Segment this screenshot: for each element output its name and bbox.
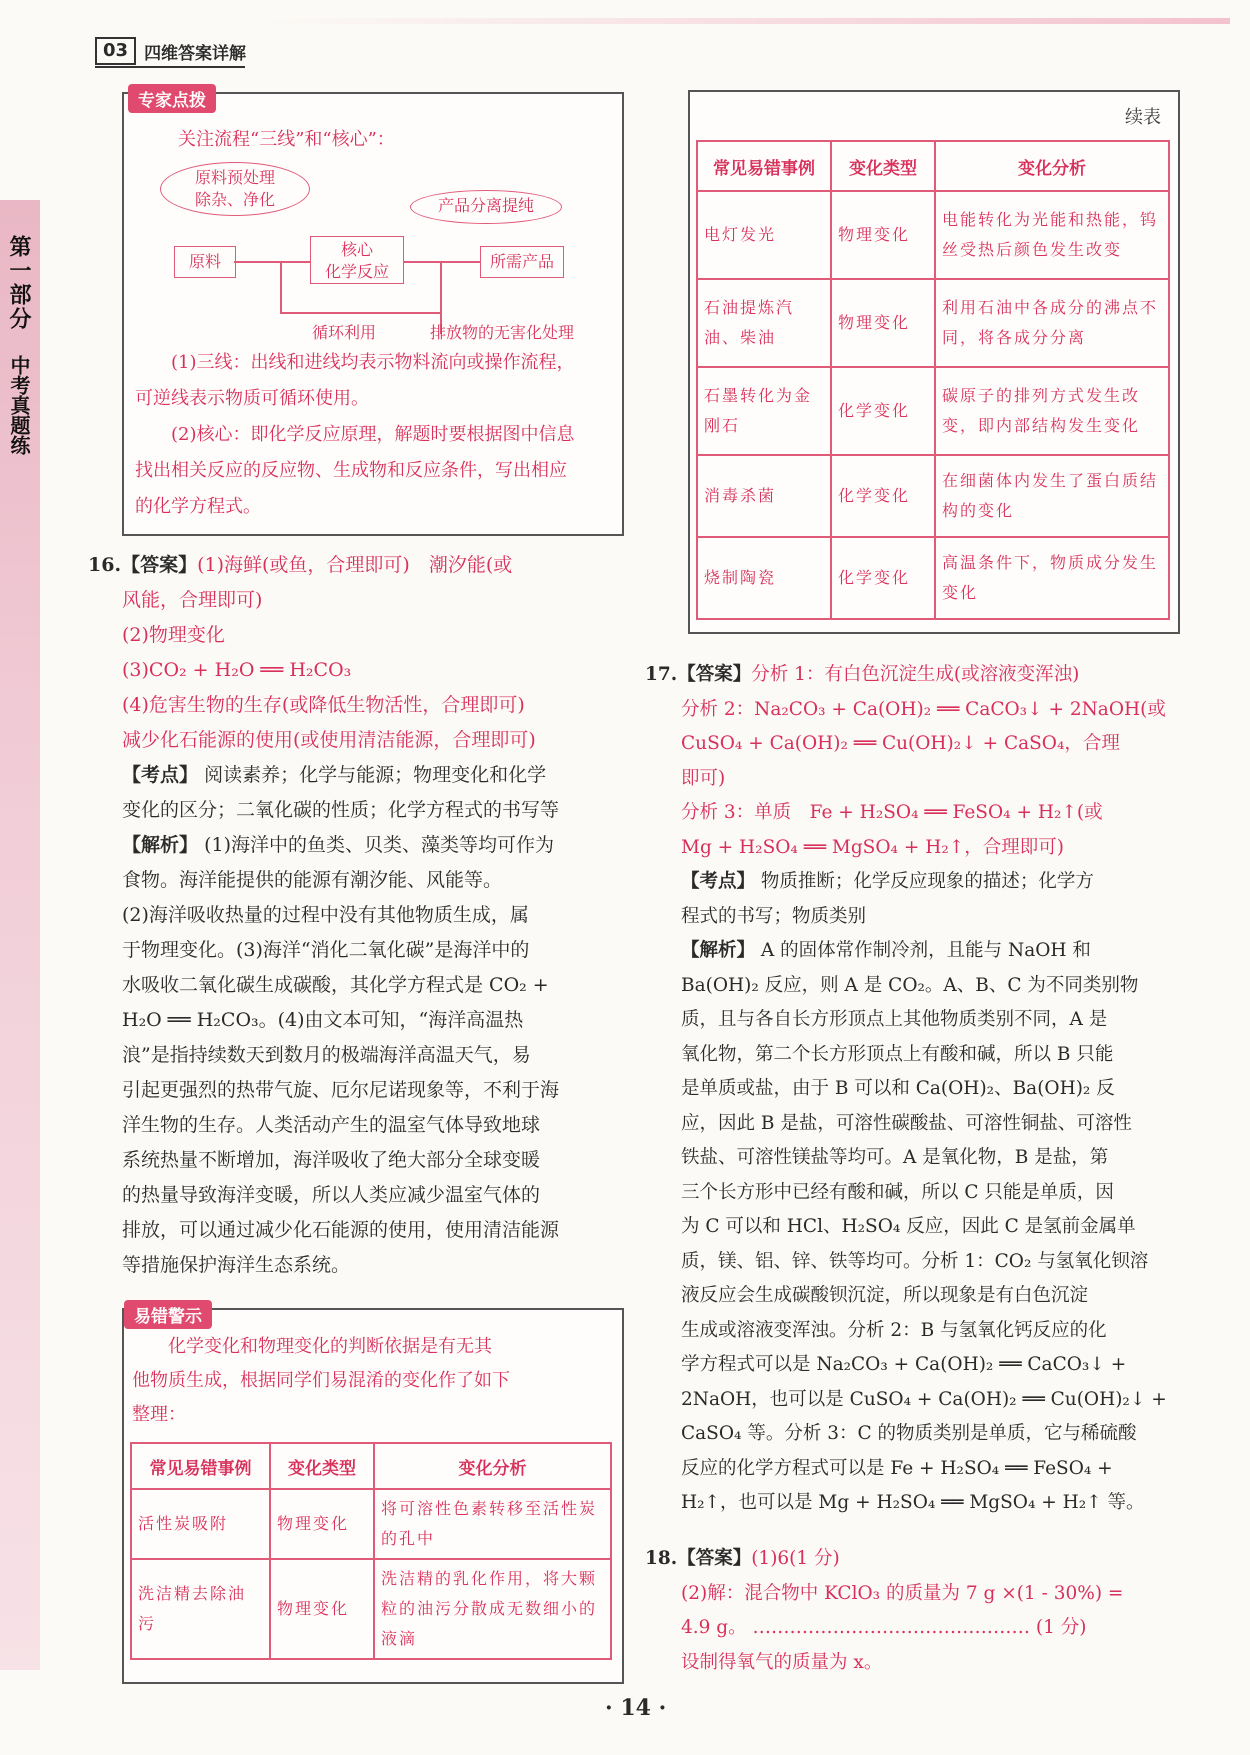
q17-num: 17. [645,664,678,685]
q17-jiexi-text: 生成或溶液变浑浊。分析 2：B 与氢氧化钙反应的化 [681,1319,1107,1341]
q18 [645,1542,1185,1680]
error-intro-line: 化学变化和物理变化的判断依据是有无其 [168,1336,492,1357]
q17-jiexi-text: 铁盐、可溶性镁盐等均可。A 是氧化物，B 是盐，第 [681,1147,1109,1168]
flow-raw: 原料 [174,246,236,278]
recycle-line-h [280,312,440,314]
expert-line: (1)三线：出线和进线均表示物料流向或操作流程， [171,352,575,373]
q17-jiexi-text: 是单质或盐，由于 B 可以和 Ca(OH)₂、Ba(OH)₂ 反 [681,1078,1115,1099]
col-header: 常见易错事例 [131,1443,270,1489]
header-underline [95,66,245,68]
q16-answer-text: 风能，合理即可) [122,589,263,611]
col-header: 常见易错事例 [697,141,831,191]
q17-jiexi-text: 三个长方形中已经有酸和碱，所以 C 只能是单质，因 [681,1181,1114,1203]
table-cell: 电能转化为光能和热能，钨丝受热后颜色发生改变 [935,191,1169,279]
q18-answer-text: (2)解：混合物中 KClO₃ 的质量为 7 g ×(1 - 30%) = [681,1582,1124,1604]
q17-kaodian-text: 物质推断；化学反应现象的描述；化学方 [760,871,1094,892]
flow-product-sep: 产品分离提纯 [410,190,562,224]
q17-jiexi-text: 反应的化学方程式可以是 Fe + H₂SO₄ ══ FeSO₄ + [681,1457,1113,1479]
q17-answer-text: 即可) [681,767,726,789]
table-cell: 物理变化 [831,191,935,279]
table-cell: 物理变化 [270,1489,374,1559]
q17 [645,658,1185,1521]
table-cell: 洗洁精去除油污 [131,1559,270,1659]
q17-jiexi-text: 质，且与各自长方形顶点上其他物质类别不同，A 是 [681,1009,1108,1030]
error-tag: 易错警示 [124,1300,212,1329]
flow-core: 核心 化学反应 [310,236,404,284]
expert-line: 可逆线表示物质可循环使用。 [135,388,369,409]
q16-answer-text: (4)危害生物的生存(或降低生物活性，合理即可) [122,694,525,716]
col-header: 变化类型 [831,141,935,191]
q16-jiexi-text: H₂O ══ H₂CO₃。(4)由文本可知，“海洋高温热 [122,1009,524,1031]
table-cell: 利用石油中各成分的沸点不同，将各成分分离 [935,279,1169,367]
q16-jiexi-text: 水吸收二氧化碳生成碳酸，其化学方程式是 CO₂ + [122,974,549,996]
q16-answer-label: 【答案】 [121,554,198,576]
q17-answer-label: 【答案】 [677,664,752,685]
q16-kaodian-text: 变化的区分；二氧化碳的性质；化学方程式的书写等 [122,799,560,821]
table-cell: 消毒杀菌 [697,455,831,537]
recycle-line-v1 [280,261,282,313]
q17-jiexi-text: 2NaOH，也可以是 CuSO₄ + Ca(OH)₂ ══ Cu(OH)₂↓ + [681,1388,1167,1410]
q17-answer-text: 分析 3：单质 Fe + H₂SO₄ ══ FeSO₄ + H₂↑(或 [681,802,1103,823]
continued-label: 续表 [1125,107,1161,128]
flow-diagram [130,160,610,340]
table-cell: 化学变化 [831,537,935,619]
q16-kaodian [88,758,628,793]
arrow-raw-core [234,261,310,263]
table-cell: 化学变化 [831,367,935,455]
table-cell: 洗洁精的乳化作用，将大颗粒的油污分散成无数细小的液滴 [374,1559,611,1659]
q16-jiexi-text: 洋生物的生存。人类活动产生的温室气体导致地球 [122,1114,541,1136]
q18-answer-text: 设制得氧气的质量为 x。 [681,1651,883,1673]
q17-kaodian-label: 【考点】 [681,871,756,892]
top-band [260,18,1230,24]
q17-answer-text: Mg + H₂SO₄ ══ MgSO₄ + H₂↑，合理即可) [681,836,1064,858]
q16-jiexi-text: 食物。海洋能提供的能源有潮汐能、风能等。 [122,869,503,891]
q17-answer-line [645,658,1185,693]
section-number: 03 [95,37,136,65]
q17-jiexi-text: 应，因此 B 是盐，可溶性碳酸盐、可溶性铜盐、可溶性 [681,1112,1132,1134]
q17-jiexi-text: H₂↑，也可以是 Mg + H₂SO₄ ══ MgSO₄ + H₂↑ 等。 [681,1492,1145,1513]
section-title: 四维答案详解 [144,43,247,64]
error-intro [132,1330,612,1432]
table-cell: 电灯发光 [697,191,831,279]
q17-jiexi-text: Ba(OH)₂ 反应，则 A 是 CO₂。A、B、C 为不同类别物 [681,974,1139,996]
table-cell: 石墨转化为金刚石 [697,367,831,455]
q17-answer-text: 分析 2：Na₂CO₃ + Ca(OH)₂ ══ CaCO₃↓ + 2NaOH(或 [681,698,1166,720]
expert-intro: 关注流程“三线”和“核心”： [178,129,395,150]
q17-jiexi [645,934,1185,969]
q17-jiexi-text: 液反应会生成碳酸钡沉淀，所以现象是有白色沉淀 [681,1285,1089,1306]
section-header [95,36,246,66]
flow-recycle: 循环利用 [312,323,377,342]
table-cell: 烧制陶瓷 [697,537,831,619]
q16-kaodian-text: 阅读素养；化学与能源；物理变化和化学 [204,764,547,786]
q17-jiexi-text: CaSO₄ 等。分析 3：C 的物质类别是单质，它与稀硫酸 [681,1423,1137,1444]
flow-emission: 排放物的无害化处理 [430,323,575,342]
q16-jiexi [88,828,628,863]
q18-answer-text: 4.9 g。 ……………………………………… (1 分) [681,1617,1087,1638]
expert-line: 的化学方程式。 [135,496,261,517]
table-cell: 石油提炼汽油、柴油 [697,279,831,367]
q17-kaodian [645,865,1185,900]
q17-jiexi-text: A 的固体常作制冷剂，且能与 NaOH 和 [760,940,1091,961]
error-intro-line: 他物质生成，根据同学们易混淆的变化作了如下 [132,1370,510,1391]
q16-answer-line [88,548,628,583]
q16-jiexi-text: (1)海洋中的鱼类、贝类、藻类等均可作为 [204,834,554,856]
table-cell: 在细菌体内发生了蛋白质结构的变化 [935,455,1169,537]
q18-answer-line [645,1542,1185,1577]
expert-lines [135,345,615,525]
q16-jiexi-text: 浪”是指持续数天到数月的极端海洋高温天气，易 [122,1044,531,1066]
table-cell: 高温条件下，物质成分发生变化 [935,537,1169,619]
q18-num: 18. [645,1548,678,1569]
col-header: 变化分析 [374,1443,611,1489]
q18-answer-label: 【答案】 [677,1548,752,1569]
error-intro-line: 整理： [132,1404,186,1425]
q16-jiexi-label: 【解析】 [122,834,199,856]
q16-kaodian-label: 【考点】 [122,764,199,786]
side-tab-part: 第一部分 [6,235,31,331]
q17-jiexi-text: 为 C 可以和 HCl、H₂SO₄ 反应，因此 C 是氢前金属单 [681,1216,1136,1237]
q16 [88,548,628,1283]
q17-jiexi-text: 学方程式可以是 Na₂CO₃ + Ca(OH)₂ ══ CaCO₃↓ + [681,1354,1127,1375]
page-number: · 14 · [605,1695,667,1721]
q16-answer-text: (1)海鲜(或鱼，合理即可) 潮汐能(或 [197,554,513,576]
col-header: 变化类型 [270,1443,374,1489]
error-table [130,1442,612,1660]
continued-table [696,140,1170,620]
q16-num: 16. [88,554,122,576]
q17-jiexi-label: 【解析】 [681,940,756,961]
side-tab-sub: 中考真题练 [7,355,31,455]
q17-answer-text: 分析 1：有白色沉淀生成(或溶液变浑浊) [751,664,1080,685]
q16-jiexi-text: 系统热量不断增加，海洋吸收了绝大部分全球变暖 [122,1149,541,1171]
q17-jiexi-text: 质，镁、铝、锌、铁等均可。分析 1：CO₂ 与氢氧化钡溶 [681,1250,1149,1272]
q16-jiexi-text: 排放，可以通过减少化石能源的使用，使用清洁能源 [122,1219,560,1241]
q17-kaodian-text: 程式的书写；物质类别 [681,905,867,927]
table-cell: 活性炭吸附 [131,1489,270,1559]
expert-line: (2)核心：即化学反应原理，解题时要根据图中信息 [171,424,575,445]
q16-jiexi-text: 等措施保护海洋生态系统。 [122,1254,351,1276]
q16-jiexi-text: 的热量导致海洋变暖，所以人类应减少温室气体的 [122,1184,541,1206]
table-cell: 化学变化 [831,455,935,537]
expert-tag: 专家点拨 [128,84,216,113]
flow-pretreat: 原料预处理 除杂、净化 [160,162,310,216]
q16-jiexi-text: (2)海洋吸收热量的过程中没有其他物质生成，属 [122,904,529,926]
q17-answer-text: CuSO₄ + Ca(OH)₂ ══ Cu(OH)₂↓ + CaSO₄，合理 [681,733,1120,754]
col-header: 变化分析 [935,141,1169,191]
q16-answer-text: 减少化石能源的使用(或使用清洁能源，合理即可) [122,729,536,751]
flow-product: 所需产品 [480,246,564,278]
q16-answer-text: (2)物理变化 [122,624,225,646]
arrow-core-product [404,261,480,263]
q16-jiexi-text: 引起更强烈的热带气旋、厄尔尼诺现象等，不利于海 [122,1079,560,1101]
table-cell: 物理变化 [831,279,935,367]
table-cell: 碳原子的排列方式发生改变，即内部结构发生变化 [935,367,1169,455]
table-cell: 将可溶性色素转移至活性炭的孔中 [374,1489,611,1559]
q16-answer-text: (3)CO₂ + H₂O ══ H₂CO₃ [122,659,352,681]
q16-jiexi-text: 于物理变化。(3)海洋“消化二氧化碳”是海洋中的 [122,939,530,961]
q18-answer-text: (1)6(1 分) [751,1548,840,1569]
expert-line: 找出相关反应的反应物、生成物和反应条件，写出相应 [135,460,567,481]
q17-jiexi-text: 氧化物，第二个长方形顶点上有酸和碱，所以 B 只能 [681,1043,1114,1065]
table-cell: 物理变化 [270,1559,374,1659]
